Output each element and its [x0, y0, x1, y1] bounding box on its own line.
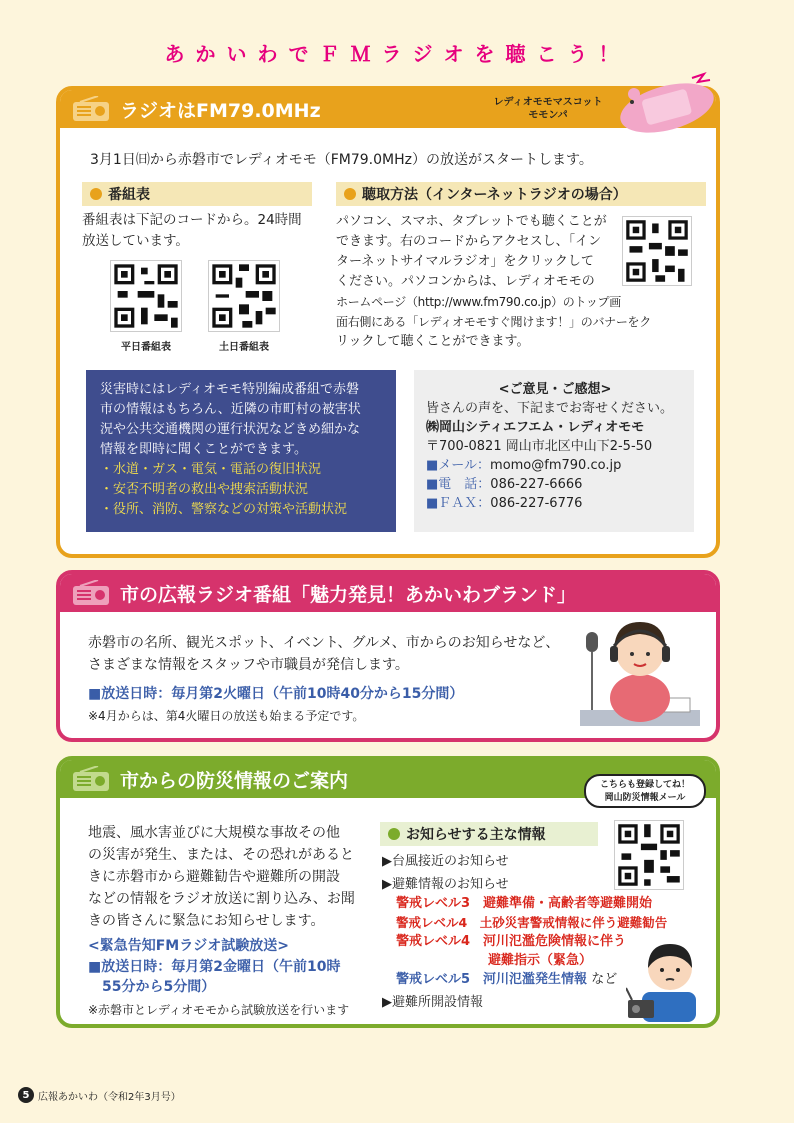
- weekday-qr-label: 平日番組表: [121, 342, 171, 353]
- announcer-illustration: [570, 602, 706, 732]
- listen-heading-label: 聴取方法（インターネットラジオの場合）: [362, 187, 627, 203]
- radio-program-card: [56, 570, 720, 742]
- radio-program-title: 市の広報ラジオ番組「魅力発見！あかいわブランド」: [120, 583, 577, 606]
- weekday-qr-code[interactable]: [110, 260, 182, 332]
- test-time-line1: ■放送日時：毎月第2金曜日（午前10時: [88, 959, 341, 975]
- radio-frequency-title: ラジオはFM79.0MHz: [120, 99, 321, 122]
- bullet-dot-icon: [344, 188, 356, 200]
- mascot-illustration: [612, 72, 722, 136]
- disaster-bullets: [100, 460, 384, 520]
- disaster-bullet: ・安否不明者の救出や捜索活動状況: [100, 482, 309, 497]
- feedback-company: ㈱岡山シティエフエム・レディオモモ: [426, 420, 645, 435]
- program-line: 赤磐市の名所、観光スポット、イベント、グルメ、市からのお知らせなど、: [88, 635, 560, 651]
- feedback-heading: <ご意見・ご感想>: [498, 382, 612, 397]
- fax-label: ■ＦＡＸ：: [426, 496, 491, 511]
- test-broadcast-note: ※赤磐市とレディオモモから試験放送を行います: [88, 1003, 350, 1017]
- badge-line1: こちらも登録してね！: [599, 780, 690, 790]
- alert-level-3: 警戒レベル3 避難準備・高齢者等避難開始: [396, 896, 653, 911]
- feedback-text: 皆さんの声を、下記までお寄せください。: [426, 401, 674, 416]
- feedback-box: [414, 370, 694, 532]
- schedule-text: [82, 210, 312, 252]
- disaster-bullet: ・役所、消防、警察などの対策や活動状況: [100, 502, 348, 517]
- schedule-text-line2: 放送しています。: [82, 233, 189, 249]
- info-item-shelter: ▶避難所開設情報: [382, 995, 483, 1010]
- radio-intro: 3月1日㈰から赤磐市でレディオモモ（FM79.0MHz）の放送がスタートします。: [90, 152, 593, 168]
- tel-number[interactable]: 086-227-6666: [490, 477, 583, 492]
- disaster-bullet: ・水道・ガス・電気・電話の復旧状況: [100, 462, 322, 477]
- boy-with-radio-illustration: [626, 934, 706, 1022]
- program-note: ※4月からは、第4火曜日の放送も始まる予定です。: [88, 709, 365, 723]
- mascot-label-line2: モモンパ: [528, 110, 568, 121]
- listen-line: ホームページ（http://www.fm790.co.jp）のトップ画: [336, 295, 621, 309]
- disaster-info-card: [56, 756, 720, 1028]
- test-broadcast-time: [88, 957, 340, 997]
- fax-number: 086-227-6776: [490, 496, 583, 511]
- listen-line: ターネットサイマルラジオ」をクリックして: [336, 254, 594, 269]
- test-time-line2: 55分から5分間）: [102, 979, 216, 995]
- schedule-text-line1: 番組表は下記のコードから。24時間: [82, 212, 302, 228]
- feedback-fax-row: [426, 494, 684, 513]
- disaster-info-line: 地震、風水害並びに大規模な事故その他: [88, 825, 340, 841]
- program-broadcast-time: ■放送日時：毎月第2火曜日（午前10時40分から15分間）: [88, 686, 464, 702]
- mail-address[interactable]: momo@fm790.co.jp: [490, 458, 622, 473]
- mail-label: ■メール：: [426, 458, 491, 473]
- info-item-typhoon: ▶台風接近のお知らせ: [382, 854, 509, 869]
- radio-icon: [72, 580, 110, 606]
- disaster-info-line: きの皆さんに緊急にお知らせします。: [88, 913, 325, 929]
- disaster-broadcast-box: [86, 370, 396, 532]
- main-info-heading: [380, 822, 598, 846]
- badge-line2: 岡山防災情報メール: [604, 793, 686, 803]
- test-broadcast-heading: <緊急告知FMラジオ試験放送>: [88, 938, 289, 954]
- footer-text: 広報あかいわ（令和2年3月号）: [38, 1091, 181, 1103]
- alert-level-4a: 警戒レベル4 土砂災害警戒情報に伴う避難勧告: [396, 915, 668, 930]
- weekend-qr-code[interactable]: [208, 260, 280, 332]
- weekend-qr-label: 土日番組表: [219, 342, 269, 353]
- feedback-mail-row: [426, 456, 684, 475]
- disaster-line: 市の情報はもちろん、近隣の市町村の被害状: [100, 402, 361, 417]
- disaster-text: [100, 380, 384, 460]
- page-title: あかいわでＦＭラジオを聴こう！: [164, 42, 630, 66]
- register-badge: [584, 774, 706, 808]
- alert-level-5: 警戒レベル5 河川氾濫発生情報: [396, 972, 588, 987]
- listen-line: できます。右のコードからアクセスし、「イン: [336, 234, 602, 249]
- bullet-dot-icon: [388, 828, 400, 840]
- listen-line: 面右側にある「レディオモモすぐ聞けます！」のバナーをク: [336, 315, 651, 329]
- disaster-line: 情報を即時に聞くことができます。: [100, 442, 307, 457]
- listen-line: リックして聴くことができます。: [336, 334, 530, 349]
- feedback-address: 〒700-0821 岡山市北区中山下2-5-50: [426, 439, 653, 454]
- internet-radio-qr-code[interactable]: [622, 216, 692, 286]
- radio-icon: [72, 96, 110, 122]
- radio-icon: [72, 766, 110, 792]
- disaster-info-line: の災害が発生、または、その恐れがあると: [88, 847, 354, 863]
- disaster-line: 況や公共交通機関の運行状況などきめ細かな: [100, 422, 361, 437]
- info-item-evacuation: ▶避難情報のお知らせ: [382, 877, 509, 892]
- disaster-info-title: 市からの防災情報のご案内: [120, 769, 349, 792]
- alert-level-4b: 警戒レベル4 河川氾濫危険情報に伴う: [396, 934, 627, 949]
- program-line: さまざまな情報をスタッフや市職員が発信します。: [88, 657, 409, 673]
- radio-program-text: [88, 632, 559, 676]
- disaster-info-line: きに赤磐市から避難勧告や避難所の開設: [88, 869, 340, 885]
- bullet-dot-icon: [90, 188, 102, 200]
- feedback-tel-row: [426, 475, 684, 494]
- page-footer: [18, 1087, 181, 1103]
- disaster-line: 災害時にはレディオモモ特別編成番組で赤磐: [100, 382, 359, 397]
- radio-frequency-card: [56, 86, 720, 558]
- schedule-heading: [82, 182, 312, 206]
- schedule-heading-label: 番組表: [108, 187, 150, 203]
- main-info-heading-label: お知らせする主な情報: [406, 827, 546, 843]
- alert-level-5-suffix: など: [591, 972, 618, 987]
- listen-line: ください。パソコンからは、レディオモモの: [336, 274, 595, 289]
- listen-line: パソコン、スマホ、タブレットでも聴くことが: [336, 214, 607, 229]
- mascot-label: [488, 96, 608, 122]
- page-number: 5: [18, 1087, 34, 1103]
- listen-heading: [336, 182, 706, 206]
- tel-label: ■電 話：: [426, 477, 491, 492]
- mascot-label-line1: レディオモモマスコット: [493, 97, 603, 108]
- disaster-info-line: などの情報をラジオ放送に割り込み、お聞: [88, 891, 355, 907]
- disaster-info-text: [88, 822, 378, 932]
- alert-level-4b-cont: 避難指示（緊急）: [488, 953, 593, 968]
